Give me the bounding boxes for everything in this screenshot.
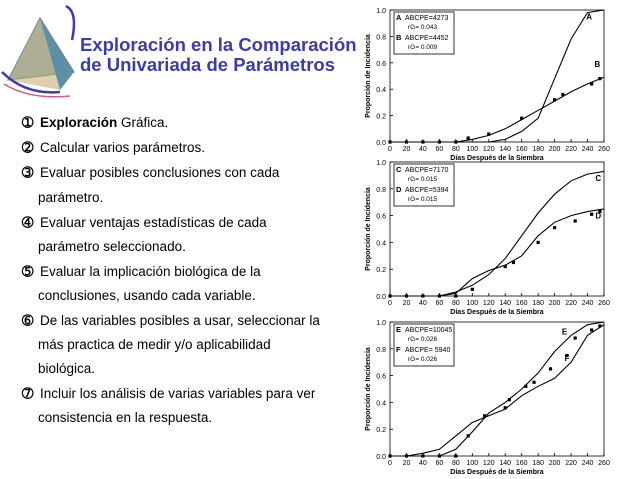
x-axis-label: Días Después de la Siembra xyxy=(450,469,544,476)
x-tick-label: 40 xyxy=(419,146,427,153)
y-tick-label: 0.2 xyxy=(376,113,386,121)
data-point xyxy=(504,406,507,409)
y-tick-label: 0.4 xyxy=(376,87,386,95)
step-1 xyxy=(22,115,168,131)
curve-label-F: F xyxy=(564,354,570,364)
step-1-text: Gráfica. xyxy=(117,115,169,130)
series-line-B xyxy=(390,77,604,142)
x-tick-label: 120 xyxy=(482,460,495,467)
x-tick-label: 80 xyxy=(451,460,460,467)
x-tick-label: 0 xyxy=(388,460,392,467)
y-tick-label: 1.0 xyxy=(376,8,386,15)
x-tick-label: 260 xyxy=(598,146,610,153)
step-7 xyxy=(22,386,315,402)
y-tick-label: 0.6 xyxy=(376,60,386,68)
step-4-continuation: parámetro seleccionado. xyxy=(38,239,186,254)
x-tick-label: 260 xyxy=(598,300,610,307)
annotation-abcpe: ABCPE=10045 xyxy=(405,327,453,334)
x-tick-label: 220 xyxy=(565,146,577,153)
step-1-number: ➀ xyxy=(22,115,34,130)
data-point xyxy=(483,414,486,417)
x-tick-label: 60 xyxy=(435,300,444,307)
annotation-rg: rG= 0.026 xyxy=(408,356,438,363)
annotation-letter: C xyxy=(396,165,402,174)
curve-label-D: D xyxy=(595,211,602,221)
step-3-text: Evaluar posibles conclusiones con cada xyxy=(40,165,280,180)
annotation-rg: rG= 0.043 xyxy=(408,24,438,31)
data-point xyxy=(467,434,470,437)
y-axis-label: Proporción de Incidencia xyxy=(365,347,372,431)
x-tick-label: 120 xyxy=(482,300,495,307)
y-tick-label: 0.0 xyxy=(376,140,386,147)
y-tick-label: 0.6 xyxy=(376,373,386,381)
y-tick-label: 0.0 xyxy=(376,454,386,461)
y-tick-label: 1.0 xyxy=(376,160,386,167)
step-6-continuation-1: más practica de medir y/o aplicabilidad xyxy=(38,337,271,352)
data-point xyxy=(454,140,457,143)
step-6-number: ➅ xyxy=(22,313,34,328)
data-point xyxy=(405,294,408,297)
x-tick-label: 20 xyxy=(402,460,411,467)
step-6-continuation-2: biológica. xyxy=(38,361,96,376)
chart-3 xyxy=(365,320,610,476)
x-tick-label: 180 xyxy=(532,460,544,467)
y-tick-label: 0.4 xyxy=(376,400,386,408)
annotation-letter: F xyxy=(396,345,401,354)
x-tick-label: 100 xyxy=(466,460,479,467)
step-5-continuation: conclusiones, usando cada variable. xyxy=(38,288,256,303)
x-tick-label: 60 xyxy=(435,460,444,467)
step-4-text: Evaluar ventajas estadísticas de cada xyxy=(40,215,267,230)
x-tick-label: 140 xyxy=(499,460,512,467)
step-1-bold: Exploración xyxy=(40,115,118,130)
step-2-text: Calcular varios parámetros. xyxy=(40,140,206,155)
y-tick-label: 0.6 xyxy=(376,213,386,221)
annotation-rg: rG= 0.026 xyxy=(408,336,438,343)
data-point xyxy=(405,454,408,457)
annotation-letter: E xyxy=(396,325,402,334)
y-tick-label: 1.0 xyxy=(376,320,386,327)
step-7-continuation: consistencia en la respuesta. xyxy=(38,410,213,425)
x-axis-label: Días Después de la Siembra xyxy=(450,309,544,316)
curve-label-B: B xyxy=(594,60,601,70)
x-tick-label: 0 xyxy=(388,146,392,153)
annotation-abcpe: ABCPE=5394 xyxy=(405,187,449,194)
data-point xyxy=(598,77,601,80)
chart-2 xyxy=(365,160,610,316)
annotation-abcpe: ABCPE=7170 xyxy=(405,167,449,174)
data-point xyxy=(590,328,593,331)
y-tick-label: 0.8 xyxy=(376,186,386,194)
data-point xyxy=(553,226,556,229)
data-point xyxy=(574,336,577,339)
annotation-rg: rG= 0.015 xyxy=(408,176,438,183)
annotation-rg: rG= 0.015 xyxy=(408,196,438,203)
step-3-continuation: parámetro. xyxy=(38,190,104,205)
x-tick-label: 40 xyxy=(419,300,427,307)
x-tick-label: 20 xyxy=(402,300,411,307)
x-tick-label: 160 xyxy=(515,300,528,307)
data-point xyxy=(454,294,457,297)
x-tick-label: 160 xyxy=(515,146,528,153)
step-6-text: De las variables posibles a usar, seleccionar la xyxy=(40,313,320,328)
annotation-letter: B xyxy=(396,33,402,42)
curve-label-C: C xyxy=(595,174,602,184)
data-point xyxy=(590,213,593,216)
annotation-abcpe: ABCPE= 5940 xyxy=(405,347,451,354)
step-5-text: Evaluar la implicación biológica de la xyxy=(40,264,261,279)
x-tick-label: 260 xyxy=(598,460,610,467)
step-3-number: ➂ xyxy=(22,165,34,180)
data-point xyxy=(524,385,527,388)
pyramid-logo-icon xyxy=(0,0,90,100)
data-point xyxy=(537,241,540,244)
data-point xyxy=(574,219,577,222)
x-tick-label: 200 xyxy=(548,146,561,153)
y-tick-label: 0.2 xyxy=(376,267,386,275)
step-7-text: Incluir los análisis de varias variables para ver xyxy=(40,386,316,401)
y-tick-label: 0.4 xyxy=(376,240,386,248)
data-point xyxy=(561,93,564,96)
step-3 xyxy=(22,165,279,181)
data-point xyxy=(388,140,391,143)
x-tick-label: 80 xyxy=(451,146,460,153)
slide-title-line2: de Univariada de Parámetros xyxy=(80,54,335,75)
step-5-number: ➄ xyxy=(22,264,34,279)
step-6 xyxy=(22,313,320,329)
chart-1 xyxy=(365,8,610,162)
x-tick-label: 140 xyxy=(499,146,512,153)
data-point xyxy=(508,398,511,401)
data-point xyxy=(421,454,424,457)
data-point xyxy=(512,261,515,264)
x-tick-label: 0 xyxy=(388,300,392,307)
data-point xyxy=(598,324,601,327)
x-tick-label: 220 xyxy=(565,460,577,467)
data-point xyxy=(532,381,535,384)
data-point xyxy=(405,140,408,143)
step-5 xyxy=(22,264,261,280)
annotation-abcpe: ABCPE=4452 xyxy=(405,35,449,42)
y-axis-label: Proporción de Incidencia xyxy=(365,34,372,118)
data-point xyxy=(471,288,474,291)
data-point xyxy=(438,454,441,457)
series-line-D xyxy=(390,209,604,296)
y-tick-label: 0.8 xyxy=(376,346,386,354)
y-tick-label: 0.8 xyxy=(376,34,386,42)
x-tick-label: 160 xyxy=(515,460,528,467)
data-point xyxy=(421,294,424,297)
x-tick-label: 200 xyxy=(548,460,561,467)
step-2-number: ➁ xyxy=(22,140,34,155)
x-tick-label: 20 xyxy=(402,146,411,153)
x-tick-label: 180 xyxy=(532,146,544,153)
data-point xyxy=(438,294,441,297)
step-2 xyxy=(22,140,205,156)
data-point xyxy=(553,98,556,101)
data-point xyxy=(467,136,470,139)
annotation-abcpe: ABCPE=4273 xyxy=(405,15,449,22)
y-tick-label: 0.0 xyxy=(376,294,386,301)
x-tick-label: 140 xyxy=(499,300,512,307)
data-point xyxy=(388,294,391,297)
data-point xyxy=(520,117,523,120)
slide-title-line1: Exploración en la Comparación xyxy=(80,34,357,55)
step-4 xyxy=(22,215,267,231)
data-point xyxy=(454,454,457,457)
y-tick-label: 0.2 xyxy=(376,427,386,435)
x-tick-label: 40 xyxy=(419,460,427,467)
data-point xyxy=(487,132,490,135)
x-tick-label: 240 xyxy=(581,460,594,467)
curve-label-A: A xyxy=(586,12,593,22)
data-point xyxy=(590,82,593,85)
x-tick-label: 240 xyxy=(581,300,594,307)
data-point xyxy=(504,265,507,268)
x-tick-label: 80 xyxy=(451,300,460,307)
x-tick-label: 200 xyxy=(548,300,561,307)
data-point xyxy=(421,140,424,143)
step-7-number: ➆ xyxy=(22,386,34,401)
data-point xyxy=(549,367,552,370)
x-tick-label: 100 xyxy=(466,300,479,307)
y-axis-label: Proporción de Incidencia xyxy=(365,187,372,271)
data-point xyxy=(388,454,391,457)
data-point xyxy=(438,140,441,143)
x-tick-label: 100 xyxy=(466,146,479,153)
x-tick-label: 180 xyxy=(532,300,544,307)
x-axis-label: Días Después de la Siembra xyxy=(450,155,544,162)
annotation-rg: rG= 0.009 xyxy=(408,44,438,51)
x-tick-label: 120 xyxy=(482,146,495,153)
step-4-number: ➃ xyxy=(22,215,34,230)
curve-label-E: E xyxy=(561,327,568,337)
annotation-letter: A xyxy=(396,13,402,22)
incidence-charts xyxy=(352,0,638,479)
x-tick-label: 220 xyxy=(565,300,577,307)
x-tick-label: 60 xyxy=(435,146,444,153)
x-tick-label: 240 xyxy=(581,146,594,153)
annotation-letter: D xyxy=(396,185,402,194)
